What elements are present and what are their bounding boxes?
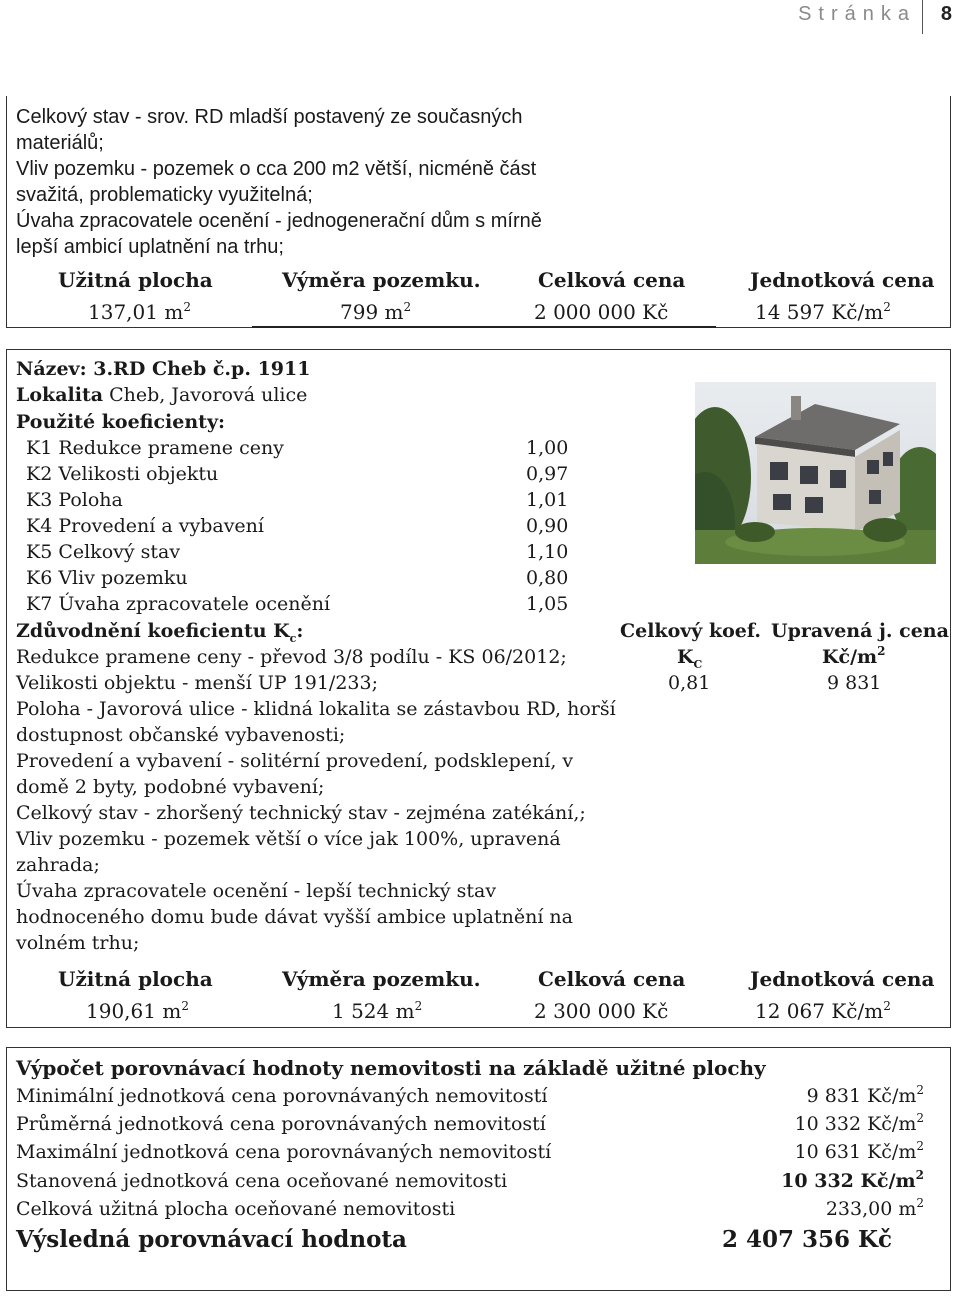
coef-label: K1 Redukce pramene ceny (26, 437, 284, 459)
justification-line: hodnoceného domu bude dávat vyšší ambice uplatnění na (16, 906, 573, 928)
plot-header: Výměra pozemku. (282, 268, 481, 292)
adjusted-price-value: 9 831 (827, 672, 882, 694)
house-photo (695, 382, 936, 564)
summary-row-label: Minimální jednotková cena porovnávaných nemovitostí (16, 1085, 548, 1107)
value-underline (252, 326, 716, 328)
justification-line: Úvaha zpracovatele ocenění - lepší technický stav (16, 880, 497, 902)
summary-box (6, 1047, 951, 1291)
adjusted-price-label: Upravená j. cena (771, 620, 949, 642)
adjusted-price-unit: $Kč/m^2$ (822, 644, 886, 668)
unit-price-header: Jednotková cena (750, 268, 935, 292)
area-header: Užitná plocha (58, 268, 213, 292)
justification-line: Vliv pozemku - pozemek větší o více jak 100%, upravená (16, 828, 561, 850)
justification-title: Zdůvodnění koeficientu $K_c$: (16, 620, 304, 645)
summary-row-label: Průměrná jednotková cena porovnávaných nemovitostí (16, 1113, 546, 1135)
result-value: 2 407 356 Kč (721, 1226, 892, 1253)
justification-line: volném trhu; (16, 932, 140, 954)
summary-row-value: 10 332 $Kč/m^2$ (794, 1111, 924, 1135)
coef-label: K3 Poloha (26, 489, 123, 511)
price-header: Celková cena (538, 967, 686, 991)
price-header: Celková cena (538, 268, 686, 292)
coef-value: 0,97 (526, 463, 569, 485)
price-value: 2 000 000 Kč (534, 300, 669, 324)
plot-value: 1 524 $m^2$ (332, 999, 423, 1023)
description-line: Úvaha zpracovatele ocenění - jednogenerační dům s mírně (16, 210, 542, 232)
summary-row-label: Maximální jednotková cena porovnávaných nemovitostí (16, 1141, 552, 1163)
coef-label: K4 Provedení a vybavení (26, 515, 264, 537)
page-label: Stránka (798, 3, 916, 25)
page-number: 8 (940, 3, 952, 25)
price-value: 2 300 000 Kč (534, 999, 669, 1023)
property-locality: Lokalita Cheb, Javorová ulice (16, 384, 308, 406)
plot-header: Výměra pozemku. (282, 967, 481, 991)
area-value: 190,61 $m^2$ (86, 999, 189, 1023)
coef-label: K6 Vliv pozemku (26, 567, 188, 589)
plot-value: 799 $m^2$ (340, 300, 412, 324)
summary-row-label: Stanovená jednotková cena oceňované nemovitosti (16, 1170, 508, 1192)
justification-line: Poloha - Javorová ulice - klidná lokalita se zástavbou RD, horší (16, 698, 616, 720)
unit-price-value: 12 067 $Kč/m^2$ (755, 999, 891, 1023)
justification-line: Velikosti objektu - menší UP 191/233; (16, 672, 378, 694)
justification-line: domě 2 byty, podobné vybavení; (16, 776, 325, 798)
coef-value: 1,05 (526, 593, 569, 615)
coef-value: 0,80 (526, 567, 569, 589)
area-value: 137,01 $m^2$ (88, 300, 191, 324)
coef-value: 1,00 (526, 437, 569, 459)
total-coef-value: 0,81 (668, 672, 711, 694)
justification-line: Celkový stav - zhoršený technický stav - zejména zatékání,; (16, 802, 586, 824)
description-line: Vliv pozemku - pozemek o cca 200 m2 větší, nicméně část (16, 158, 537, 180)
coef-label: K5 Celkový stav (26, 541, 181, 563)
justification-line: Provedení a vybavení - solitérní provedení, podsklepení, v (16, 750, 574, 772)
coef-value: 1,01 (526, 489, 569, 511)
header-divider (922, 0, 923, 34)
description-line: Celkový stav - srov. RD mladší postavený ze současných (16, 106, 523, 128)
summary-row-value: 9 831 $Kč/m^2$ (806, 1083, 924, 1107)
summary-row-label: Celková užitná plocha oceňované nemovitosti (16, 1198, 456, 1220)
unit-price-value: 14 597 $Kč/m^2$ (755, 300, 891, 324)
description-line: svažitá, problematicky využitelná; (16, 184, 313, 206)
summary-row-value: 233,00 $m^2$ (825, 1196, 924, 1220)
coef-value: 0,90 (526, 515, 569, 537)
total-coef-label: Celkový koef. (620, 620, 761, 642)
justification-line: zahrada; (16, 854, 100, 876)
area-header: Užitná plocha (58, 967, 213, 991)
page-header (0, 0, 960, 40)
unit-price-header: Jednotková cena (750, 967, 935, 991)
result-label: Výsledná porovnávací hodnota (16, 1226, 407, 1253)
coef-value: 1,10 (526, 541, 569, 563)
description-line: materiálů; (16, 132, 104, 154)
justification-line: Redukce pramene ceny - převod 3/8 podílu - KS 06/2012; (16, 646, 567, 668)
coef-title: Použité koeficienty: (16, 411, 226, 433)
coef-label: K7 Úvaha zpracovatele ocenění (26, 593, 331, 615)
property-name: Název: 3.RD Cheb č.p. 1911 (16, 358, 311, 380)
summary-title: Výpočet porovnávací hodnoty nemovitosti na základě užitné plochy (16, 1056, 766, 1080)
summary-row-value: 10 332 $Kč/m^2$ (781, 1168, 924, 1192)
coef-label: K2 Velikosti objektu (26, 463, 219, 485)
total-coef-symbol: $K_C$ (677, 646, 703, 671)
description-line: lepší ambicí uplatnění na trhu; (16, 236, 284, 258)
justification-line: dostupnost občanské vybavenosti; (16, 724, 346, 746)
summary-row-value: 10 631 $Kč/m^2$ (794, 1139, 924, 1163)
